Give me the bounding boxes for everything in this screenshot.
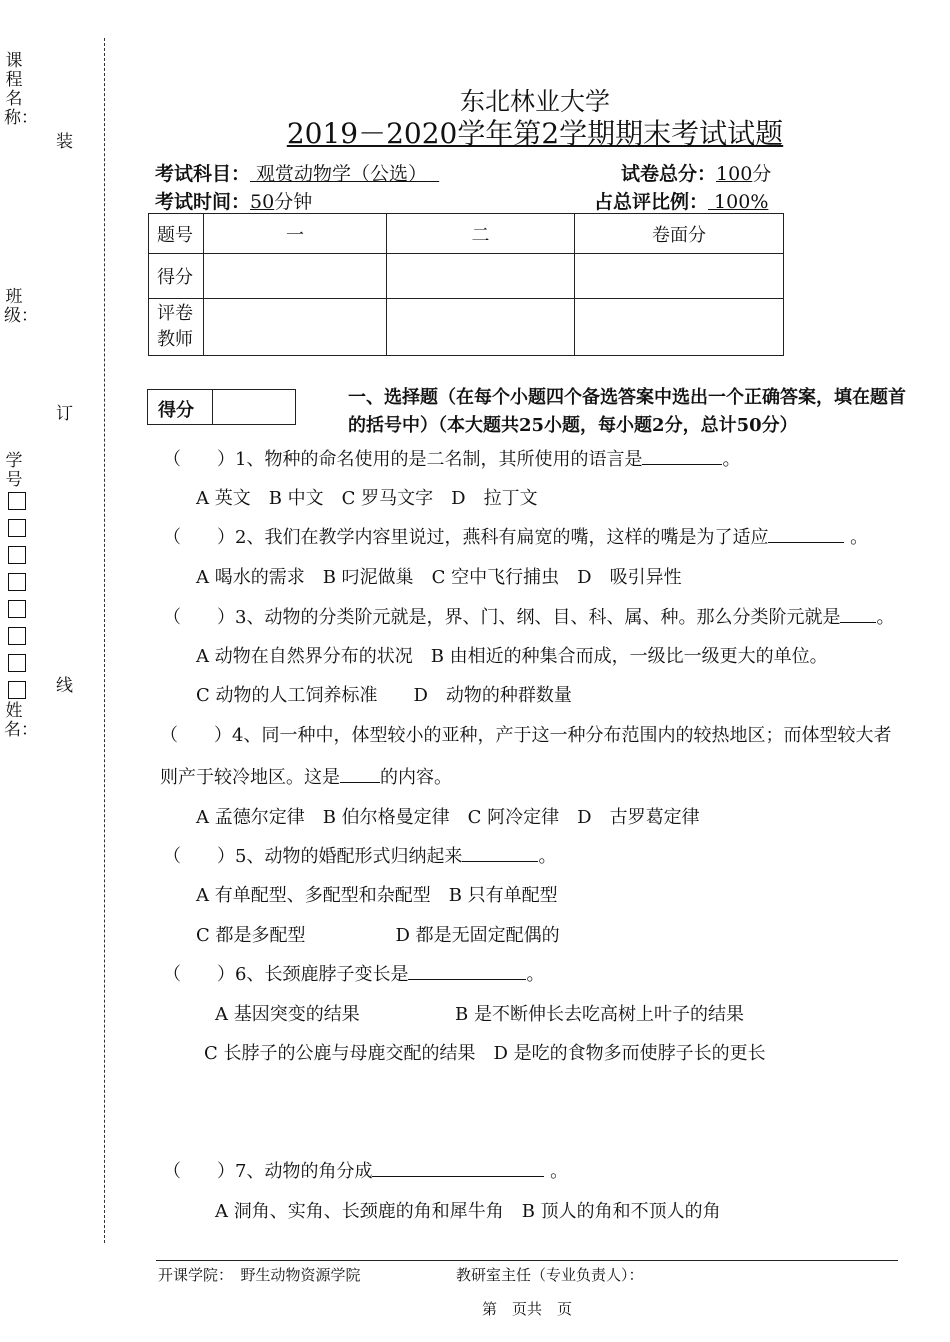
question-7: （ ）7、动物的角分成 。 (163, 1157, 568, 1183)
question-6: （ ）6、长颈鹿脖子变长是 。 (163, 960, 544, 986)
name-label: 姓名： (4, 701, 38, 740)
section-score-box (147, 389, 296, 425)
answer-blank[interactable] (408, 961, 526, 980)
question-3-options: C 动物的人工饲养标准 D 动物的种群数量 (196, 685, 572, 706)
question-1: （ ）1、物种的命名使用的是二名制，其所使用的语言是 。 (163, 445, 740, 471)
question-5-options: C 都是多配型 D 都是无固定配偶的 (196, 925, 560, 946)
binding-mark-zhuang: 装 (56, 132, 73, 152)
ratio-value: 100% (708, 191, 769, 213)
answer-blank[interactable] (768, 524, 844, 543)
answer-blank[interactable] (462, 843, 538, 862)
grader-cell[interactable] (387, 299, 575, 356)
grader-row-label: 评卷 教师 (149, 299, 204, 356)
grader-cell[interactable] (204, 299, 387, 356)
footer-divider (156, 1260, 898, 1261)
score-table-header: 卷面分 (575, 214, 784, 254)
score-cell[interactable] (387, 254, 575, 299)
total-unit: 分 (752, 163, 772, 185)
id-box[interactable] (8, 654, 26, 672)
footer-director: 教研室主任（专业负责人）： (456, 1266, 644, 1284)
question-4: （ ）4、同一种中，体型较小的亚种，产于这一种分布范围内的较热地区；而体型较大者 (160, 725, 892, 746)
question-3: （ ）3、动物的分类阶元就是，界、门、纲、目、科、属、种。那么分类阶元就是 。 (163, 603, 894, 629)
question-7-options: A 洞角、实角、长颈鹿的角和犀牛角 B 顶人的角和不顶人的角 (215, 1201, 721, 1222)
course-name-label: 课程名称： (4, 51, 38, 128)
score-cell[interactable] (204, 254, 387, 299)
question-2: （ ）2、我们在教学内容里说过，燕科有扁宽的嘴，这样的嘴是为了适应 。 (163, 523, 868, 549)
question-5-options: A 有单配型、多配型和杂配型 B 只有单配型 (196, 885, 558, 906)
question-4-options: A 孟德尔定律 B 伯尔格曼定律 C 阿冷定律 D 古罗葛定律 (196, 807, 700, 828)
id-box[interactable] (8, 627, 26, 645)
ratio-label: 占总评比例： (594, 191, 709, 213)
total-label: 试卷总分： (621, 163, 717, 185)
question-6-options: A 基因突变的结果 (215, 1004, 360, 1025)
question-2-options: A 喝水的需求 B 叼泥做巢 C 空中飞行捕虫 D 吸引异性 (196, 567, 682, 588)
answer-blank[interactable] (642, 446, 722, 465)
time-row (155, 187, 312, 214)
time-label: 考试时间： (155, 191, 251, 213)
question-6-options: B 是不断伸长去吃高树上叶子的结果 (455, 1004, 744, 1025)
footer-college: 开课学院： 野生动物资源学院 (158, 1266, 361, 1284)
question-6-options: C 长脖子的公鹿与母鹿交配的结果 D 是吃的食物多而使脖子长的更长 (204, 1043, 766, 1064)
subject-row (155, 159, 439, 186)
class-label: 班级： (4, 287, 38, 326)
question-1-options: A 英文 B 中文 C 罗马文字 D 拉丁文 (196, 488, 538, 509)
time-unit: 分钟 (274, 191, 313, 213)
time-value: 50 (250, 191, 275, 213)
score-cell[interactable] (575, 254, 784, 299)
total-row (621, 159, 771, 186)
id-box[interactable] (8, 681, 26, 699)
answer-blank[interactable] (372, 1158, 544, 1177)
id-box[interactable] (8, 519, 26, 537)
question-4-cont: 则产于较冷地区。这是 的内容。 (160, 763, 452, 789)
student-id-boxes (7, 492, 27, 708)
answer-blank[interactable] (840, 604, 876, 623)
binding-mark-ding: 订 (56, 404, 73, 424)
id-box[interactable] (8, 492, 26, 510)
score-table (148, 213, 784, 356)
score-table-header: 一 (204, 214, 387, 254)
total-value: 100 (716, 163, 753, 185)
ratio-row (594, 187, 768, 214)
binding-mark-xian: 线 (56, 676, 73, 696)
question-5: （ ）5、动物的婚配形式归纳起来 。 (163, 842, 556, 868)
subject-label: 考试科目： (155, 163, 251, 185)
section-title: 一、选择题（在每个小题四个备选答案中选出一个正确答案，填在题首的括号中）（本大题共25小题，每小题2分，总计50分） (348, 387, 906, 436)
answer-blank[interactable] (340, 764, 380, 783)
grader-cell[interactable] (575, 299, 784, 356)
id-box[interactable] (8, 546, 26, 564)
subject-value: 观赏动物学（公选） (250, 163, 428, 185)
section-score-label: 得分 (158, 400, 194, 421)
exam-title: 2019－2020学年第2学期期末考试试题 (286, 117, 784, 150)
university-name: 东北林业大学 (459, 87, 610, 116)
student-id-label: 学号 (5, 451, 23, 490)
binding-dashed-line (104, 38, 105, 1243)
score-row-label: 得分 (149, 254, 204, 299)
id-box[interactable] (8, 600, 26, 618)
question-3-options: A 动物在自然界分布的状况 B 由相近的种集合而成，一级比一级更大的单位。 (196, 646, 828, 667)
page-number: 第 页共 页 (482, 1300, 573, 1318)
id-box[interactable] (8, 573, 26, 591)
score-table-header: 二 (387, 214, 575, 254)
score-table-header: 题号 (149, 214, 204, 254)
